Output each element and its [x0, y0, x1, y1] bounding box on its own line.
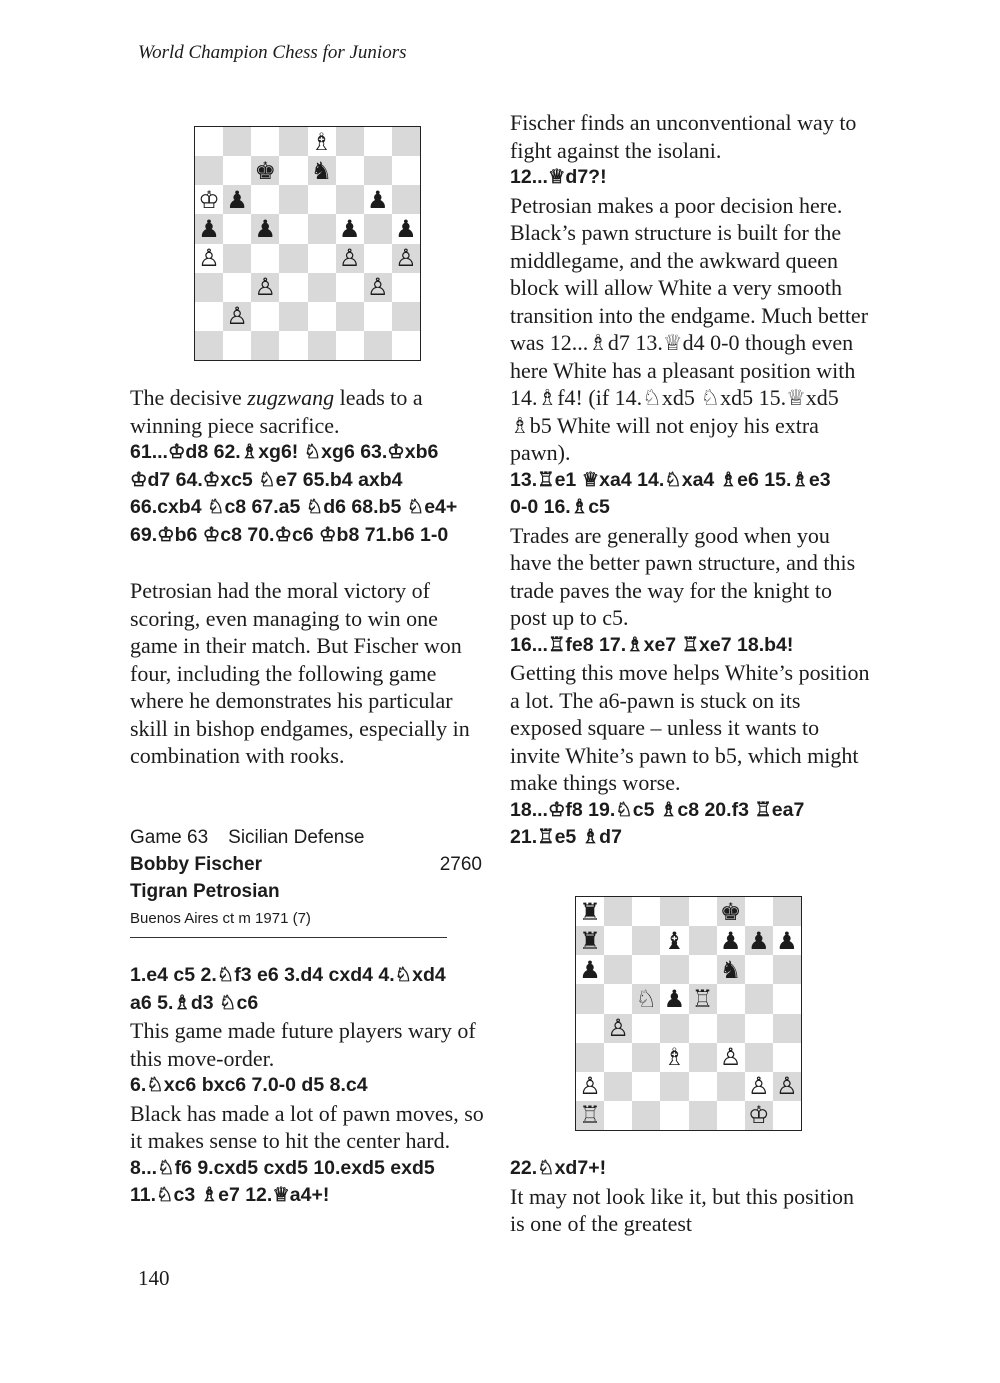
- chess-piece-icon: ♙: [198, 244, 220, 273]
- board-square: [745, 1014, 773, 1043]
- board-square: [364, 244, 392, 273]
- chess-piece-icon: ♝: [663, 926, 686, 955]
- board-square: [195, 331, 223, 360]
- board-square: [717, 955, 745, 984]
- chess-piece-icon: ♟: [198, 214, 220, 243]
- move-list-opening: 1.e4 c5 2.♘f3 e6 3.d4 cxd4 4.♘xd4 a6 5.♗d3 ♘c6: [130, 964, 446, 1014]
- board-square: [576, 1101, 604, 1130]
- board-square: [223, 302, 251, 331]
- board-square: [336, 127, 364, 156]
- board-square: [279, 127, 307, 156]
- board-square: [251, 185, 279, 214]
- board-square: [392, 331, 420, 360]
- board-square: [689, 984, 717, 1013]
- board-square: [604, 1101, 632, 1130]
- page-number: 140: [138, 1266, 170, 1290]
- move-list-18: 18...♔f8 19.♘c5 ♗c8 20.f3 ♖ea7 21.♖e5 ♗d7: [510, 798, 805, 848]
- board-square: [604, 897, 632, 926]
- board-square: [689, 1101, 717, 1130]
- board-square: [717, 1043, 745, 1072]
- board-square: [604, 926, 632, 955]
- board-square: [717, 1072, 745, 1101]
- board-square: [195, 156, 223, 185]
- chess-piece-icon: ♜: [579, 897, 601, 926]
- chess-piece-icon: ♟: [226, 185, 248, 214]
- board-square: [364, 185, 392, 214]
- board-square: [576, 1014, 604, 1043]
- move-list-8: 8...♘f6 9.cxd5 cxd5 10.exd5 exd5 11.♘c3 ♗e7 12.♕a4+!: [130, 1156, 435, 1206]
- board-square: [392, 273, 420, 302]
- board-square: [392, 156, 420, 185]
- chess-piece-icon: ♟: [254, 214, 277, 243]
- chess-piece-icon: ♙: [579, 1072, 601, 1101]
- board-square: [632, 1072, 660, 1101]
- board-square: [308, 273, 336, 302]
- board-square: [308, 244, 336, 273]
- board-square: [251, 156, 279, 185]
- chess-piece-icon: ♟: [719, 926, 742, 955]
- board-square: [336, 214, 364, 243]
- paragraph-greatest: It may not look like it, but this position is one of the greatest: [510, 1183, 855, 1236]
- board-square: [251, 244, 279, 273]
- board-square: [773, 984, 801, 1013]
- board-square: [336, 244, 364, 273]
- board-square: [773, 1014, 801, 1043]
- board-square: [576, 984, 604, 1013]
- chess-piece-icon: ♚: [254, 156, 277, 185]
- board-square: [364, 331, 392, 360]
- chess-piece-icon: ♗: [663, 1043, 686, 1072]
- board-square: [745, 984, 773, 1013]
- board-square: [279, 156, 307, 185]
- chess-piece-icon: ♙: [607, 1014, 629, 1043]
- board-square: [632, 1014, 660, 1043]
- chess-piece-icon: ♘: [635, 984, 658, 1013]
- chess-piece-icon: ♙: [226, 302, 248, 331]
- board-square: [660, 1014, 688, 1043]
- board-square: [717, 1101, 745, 1130]
- board-square: [308, 214, 336, 243]
- board-square: [576, 955, 604, 984]
- chess-piece-icon: ♖: [579, 1101, 601, 1130]
- board-square: [773, 926, 801, 955]
- board-square: [576, 897, 604, 926]
- board-square: [773, 1043, 801, 1072]
- board-square: [195, 214, 223, 243]
- chess-piece-icon: ♞: [310, 156, 333, 185]
- white-player-line: [130, 851, 482, 878]
- move-list-6: 6.♘xc6 bxc6 7.0-0 d5 8.c4: [130, 1074, 368, 1096]
- board-square: [717, 926, 745, 955]
- paragraph-center: Black has made a lot of pawn moves, so it makes sense to hit the center hard.: [130, 1100, 484, 1153]
- board-square: [223, 273, 251, 302]
- board-square: [689, 1014, 717, 1043]
- move-list-13: 13.♖e1 ♕xa4 14.♘xa4 ♗e6 15.♗e3 0-0 16.♗c5: [510, 468, 831, 518]
- board-square: [660, 1043, 688, 1072]
- board-square: [223, 156, 251, 185]
- board-square: [660, 926, 688, 955]
- board-square: [632, 1043, 660, 1072]
- running-head: World Champion Chess for Juniors: [138, 42, 407, 63]
- board-square: [632, 984, 660, 1013]
- paragraph-poor-decision: Petrosian makes a poor decision here. Black’s pawn structure is built for the middlegame, and the awkward queen block will allow White a very smooth transition into the endgame. Much better was 12...♗d7 13.♕d4 0-0 though even here White has a pleasant position with 14.♗f4! (if 14.♘xd5 ♘xd5 15.♕xd5 ♗b5 White will not enjoy his extra pawn).: [510, 192, 869, 465]
- board-square: [195, 302, 223, 331]
- board-square: [364, 302, 392, 331]
- board-square: [195, 244, 223, 273]
- board-square: [336, 185, 364, 214]
- header-rule: [130, 937, 447, 938]
- board-square: [632, 926, 660, 955]
- board-square: [279, 214, 307, 243]
- chess-piece-icon: ♙: [719, 1043, 742, 1072]
- paragraph-wary: This game made future players wary of this move-order.: [130, 1018, 476, 1071]
- board-square: [745, 1043, 773, 1072]
- board-square: [336, 156, 364, 185]
- board-square: [251, 214, 279, 243]
- board-square: [279, 244, 307, 273]
- chess-piece-icon: ♙: [776, 1072, 798, 1101]
- board-square: [660, 1101, 688, 1130]
- chess-piece-icon: ♞: [719, 955, 742, 984]
- board-square: [364, 127, 392, 156]
- board-square: [689, 1072, 717, 1101]
- chess-piece-icon: ♖: [691, 984, 714, 1013]
- board-square: [717, 1014, 745, 1043]
- game-event: Buenos Aires ct m 1971 (7): [130, 910, 311, 927]
- board-square: [745, 955, 773, 984]
- game-number-line: [130, 824, 482, 851]
- white-rating: 2760: [439, 854, 482, 875]
- board-square: [745, 1101, 773, 1130]
- board-square: [364, 156, 392, 185]
- chess-piece-icon: ♗: [310, 127, 333, 156]
- board-square: [632, 1101, 660, 1130]
- board-square: [308, 156, 336, 185]
- board-square: [745, 897, 773, 926]
- board-square: [576, 1043, 604, 1072]
- board-square: [195, 185, 223, 214]
- board-square: [604, 1043, 632, 1072]
- board-square: [336, 273, 364, 302]
- board-square: [223, 244, 251, 273]
- chess-piece-icon: ♟: [776, 926, 798, 955]
- board-square: [773, 1072, 801, 1101]
- chess-piece-icon: ♜: [579, 926, 601, 955]
- board-square: [689, 926, 717, 955]
- board-square: [364, 214, 392, 243]
- board-square: [717, 897, 745, 926]
- paragraph-b4: Getting this move helps White’s position a lot. The a6-pawn is stuck on its exposed square – unless it wants to invite White’s pawn to b5, which might make things worse.: [510, 660, 870, 795]
- chess-piece-icon: ♙: [254, 273, 277, 302]
- chess-piece-icon: ♟: [579, 955, 601, 984]
- board-square: [392, 185, 420, 214]
- board-square: [773, 1101, 801, 1130]
- board-square: [279, 273, 307, 302]
- board-square: [308, 185, 336, 214]
- board-square: [195, 273, 223, 302]
- move-list-61: 61...♔d8 62.♗xg6! ♘xg6 63.♔xb6 ♔d7 64.♔xc5 ♘e7 65.b4 axb4 66.cxb4 ♘c8 67.a5 ♘d6 68.b5 ♘e4+ 69.♔b6 ♔c8 70.♔c6 ♔b8 71.b6 1-0: [130, 441, 458, 546]
- chess-piece-icon: ♙: [367, 273, 389, 302]
- paragraph-zugzwang: The decisive zugzwang leads to a winning piece sacrifice.: [130, 385, 423, 438]
- board-square: [223, 127, 251, 156]
- board-square: [576, 1072, 604, 1101]
- board-square: [336, 302, 364, 331]
- game-header: [130, 824, 482, 938]
- board-square: [195, 127, 223, 156]
- board-square: [632, 897, 660, 926]
- zugzwang-term: zugzwang: [247, 385, 335, 410]
- board-square: [251, 273, 279, 302]
- chess-piece-icon: ♟: [748, 926, 770, 955]
- board-square: [660, 897, 688, 926]
- board-square: [364, 273, 392, 302]
- board-square: [717, 984, 745, 1013]
- board-square: [392, 214, 420, 243]
- chess-piece-icon: ♟: [338, 214, 361, 243]
- board-square: [308, 127, 336, 156]
- board-square: [576, 926, 604, 955]
- paragraph-moral-victory: Petrosian had the moral victory of scoring, even managing to win one game in their match. But Fischer won four, including the following game where he demonstrates his particular skill in bishop endgames, especially in combination with rooks.: [130, 578, 470, 768]
- board-square: [223, 214, 251, 243]
- paragraph-trades: Trades are generally good when you have the better pawn structure, and this trade paves the way for the knight to post up to c5.: [510, 522, 856, 630]
- board-square: [604, 1014, 632, 1043]
- board-square: [604, 955, 632, 984]
- board-square: [251, 331, 279, 360]
- white-player: Bobby Fischer: [130, 854, 262, 875]
- board-square: [251, 302, 279, 331]
- black-player: Tigran Petrosian: [130, 881, 280, 902]
- move-list-12: 12...♕d7?!: [510, 166, 607, 188]
- game-number: Game 63: [130, 827, 209, 848]
- board-square: [689, 1043, 717, 1072]
- board-square: [745, 1072, 773, 1101]
- board-square: [745, 926, 773, 955]
- board-square: [279, 185, 307, 214]
- chess-piece-icon: ♔: [748, 1101, 770, 1130]
- move-list-22: 22.♘xd7+!: [510, 1157, 607, 1179]
- board-square: [223, 331, 251, 360]
- board-square: [632, 955, 660, 984]
- board-square: [660, 955, 688, 984]
- chess-piece-icon: ♟: [395, 214, 417, 243]
- paragraph-isolani: Fischer finds an unconventional way to fight against the isolani.: [510, 110, 857, 163]
- chess-piece-icon: ♙: [338, 244, 361, 273]
- chess-piece-icon: ♚: [719, 897, 742, 926]
- board-square: [392, 244, 420, 273]
- board-square: [308, 331, 336, 360]
- board-square: [660, 984, 688, 1013]
- chess-piece-icon: ♙: [395, 244, 417, 273]
- chess-piece-icon: ♙: [748, 1072, 770, 1101]
- chess-diagram-left: [194, 126, 421, 361]
- board-square: [773, 897, 801, 926]
- board-square: [604, 984, 632, 1013]
- board-square: [251, 127, 279, 156]
- board-square: [279, 331, 307, 360]
- board-square: [660, 1072, 688, 1101]
- chess-piece-icon: ♟: [663, 984, 686, 1013]
- board-square: [392, 302, 420, 331]
- chess-piece-icon: ♔: [198, 185, 220, 214]
- board-square: [308, 302, 336, 331]
- board-square: [223, 185, 251, 214]
- move-list-16: 16...♖fe8 17.♗xe7 ♖xe7 18.b4!: [510, 633, 794, 656]
- board-square: [279, 302, 307, 331]
- board-square: [604, 1072, 632, 1101]
- board-square: [689, 897, 717, 926]
- chess-piece-icon: ♟: [367, 185, 389, 214]
- board-square: [773, 955, 801, 984]
- chess-diagram-right: [575, 896, 802, 1131]
- game-opening: Sicilian Defense: [228, 827, 365, 848]
- board-square: [689, 955, 717, 984]
- board-square: [392, 127, 420, 156]
- board-square: [336, 331, 364, 360]
